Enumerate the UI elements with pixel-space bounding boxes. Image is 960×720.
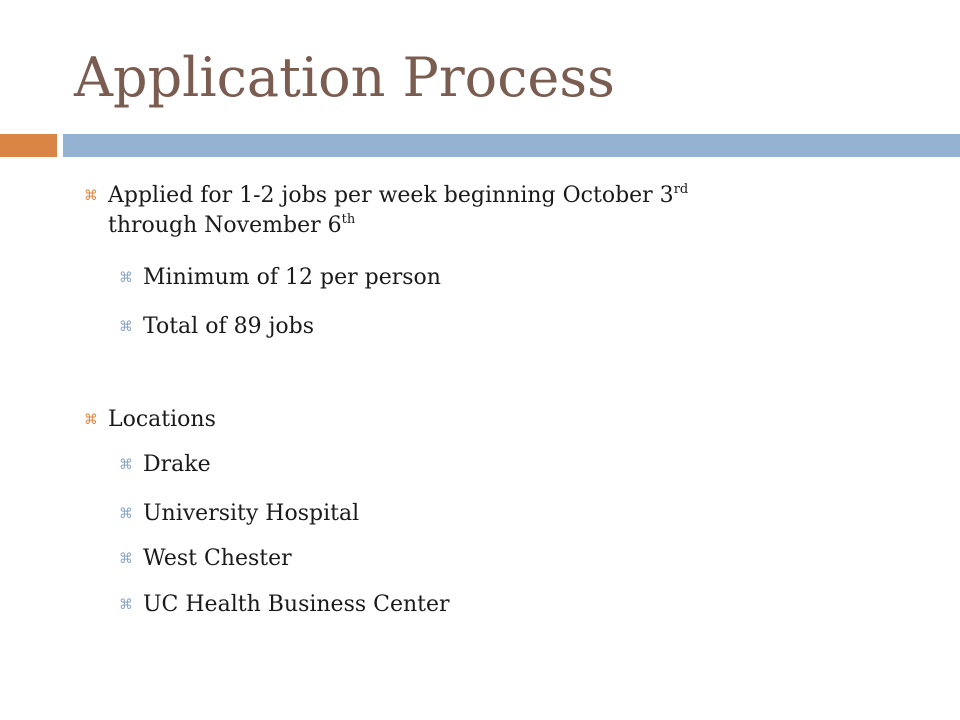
bullet-applied-text xyxy=(108,181,688,241)
bullet-applied xyxy=(84,181,908,241)
loc-drake-text: Drake xyxy=(143,452,211,477)
accent-bar-blue xyxy=(63,134,960,157)
bullet-loc-west xyxy=(119,544,903,574)
accent-bar-orange xyxy=(0,134,57,157)
bullet-icon: ⌘ xyxy=(119,457,133,473)
bullet-loc-university xyxy=(119,499,903,529)
bullet-icon: ⌘ xyxy=(119,270,133,286)
applied-line1-sup: rd xyxy=(673,181,689,197)
bullet-icon: ⌘ xyxy=(119,551,133,567)
bullet-loc-drake xyxy=(119,450,903,480)
bullet-minimum-text: Minimum of 12 per person xyxy=(143,265,441,290)
bullet-locations-text: Locations xyxy=(108,407,216,432)
bullet-icon: ⌘ xyxy=(119,319,133,335)
applied-line1: Applied for 1-2 jobs per week beginning October 3 xyxy=(108,183,674,208)
bullet-icon: ⌘ xyxy=(84,412,98,428)
bullet-minimum xyxy=(119,263,903,293)
applied-line2: through November 6 xyxy=(108,213,342,238)
loc-university-text: University Hospital xyxy=(143,501,360,526)
loc-uc-text: UC Health Business Center xyxy=(143,592,450,617)
slide-title: Application Process xyxy=(74,46,615,109)
loc-west-text: West Chester xyxy=(143,546,292,571)
applied-line2-sup: th xyxy=(341,211,356,227)
bullet-total xyxy=(119,312,903,342)
bullet-icon: ⌘ xyxy=(119,506,133,522)
bullet-icon: ⌘ xyxy=(119,597,133,613)
bullet-locations xyxy=(84,405,908,435)
bullet-icon: ⌘ xyxy=(84,188,98,204)
bullet-loc-uc xyxy=(119,590,903,620)
bullet-total-text: Total of 89 jobs xyxy=(143,314,315,339)
